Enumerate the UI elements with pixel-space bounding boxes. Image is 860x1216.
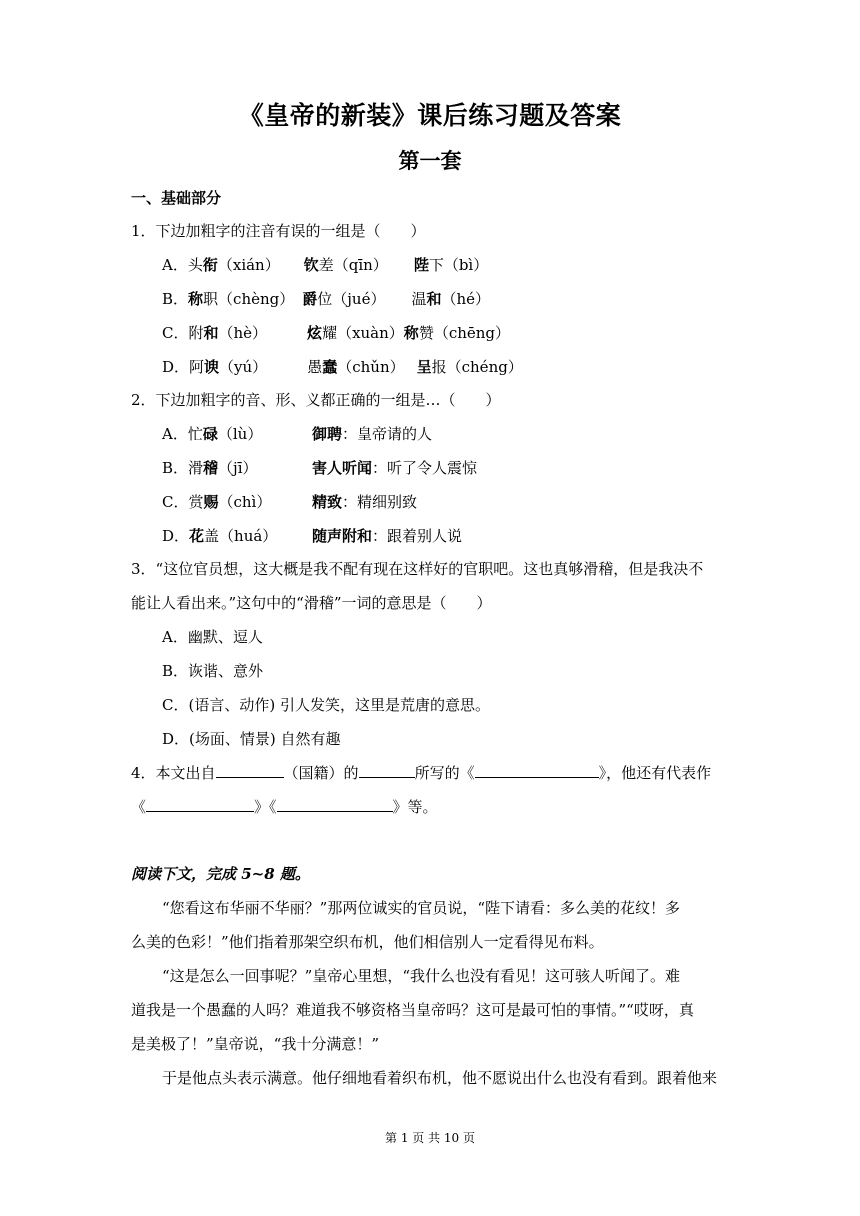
bold-char: 和 [203, 324, 219, 342]
question-1-option-d [162, 357, 523, 377]
question-3-option-a: A．幽默、逗人 [162, 628, 263, 646]
option-text: C．附 [162, 324, 204, 342]
page-footer: 第 1 页 共 10 页 [385, 1131, 475, 1145]
fill-in-blank[interactable] [277, 797, 393, 812]
document-subtitle: 第一套 [398, 148, 462, 173]
option-text: （jī） [218, 459, 258, 477]
question-4-text: 》等。 [392, 798, 438, 816]
option-text: A．头 [162, 256, 203, 274]
question-4-line-1 [131, 763, 711, 783]
option-text: 赞（chēng） [418, 324, 511, 342]
bold-char: 称 [403, 324, 419, 342]
passage-line: “您看这布华丽不华丽？”那两位诚实的官员说，“陛下请看：多么美的花纹！多 [162, 899, 681, 917]
option-text: （yú） [219, 358, 268, 376]
reading-instructions: 阅读下文，完成 5~8 题。 [131, 865, 310, 883]
fill-in-blank[interactable] [146, 797, 254, 812]
bold-char: 爵 [302, 290, 318, 308]
bold-char: 钦 [303, 256, 319, 274]
definition: ：听了令人震惊 [372, 459, 478, 477]
question-3-option-b: B．诙谐、意外 [162, 662, 264, 680]
question-2-option-d-definition [312, 526, 462, 546]
option-text: 职（chèng） [203, 290, 295, 308]
question-3-option-d: D．(场面、情景) 自然有趣 [162, 730, 341, 748]
option-text: 报（chéng） [431, 358, 523, 376]
option-text: B．滑 [162, 459, 204, 477]
option-text: 下（bì） [428, 256, 489, 274]
option-text: 位（jué） [317, 290, 386, 308]
bold-char: 碌 [202, 425, 218, 443]
question-4-text: （国籍）的 [283, 764, 359, 782]
option-text: （hé） [441, 290, 491, 308]
option-text: 盖（huá） [204, 527, 278, 545]
term: 害人听闻 [312, 459, 373, 477]
question-3-stem-line-1: 3．“这位官员想，这大概是我不配有现在这样好的官职吧。这也真够滑稽，但是我决不 [131, 560, 704, 578]
question-2-option-c [162, 492, 271, 512]
definition: ：精细别致 [342, 493, 418, 511]
option-text: （hè） [218, 324, 268, 342]
option-text: （lù） [217, 425, 263, 443]
bold-char: 谀 [204, 358, 220, 376]
term: 精致 [312, 493, 343, 511]
passage-line: 么美的色彩！”他们指着那架空织布机，他们相信别人一定看得见布料。 [131, 933, 604, 951]
option-text: （chǔn） [337, 358, 405, 376]
option-text: A．忙 [162, 425, 203, 443]
question-2-stem: 2．下边加粗字的音、形、义都正确的一组是…（ ） [131, 391, 501, 409]
question-2-option-b-definition [312, 458, 477, 478]
passage-line: 是美极了！”皇帝说，“我十分满意！” [131, 1035, 380, 1053]
option-text: 愚 [307, 358, 323, 376]
option-text: B． [162, 290, 189, 308]
bold-char: 呈 [416, 358, 432, 376]
question-4-text: 》，他还有代表作 [598, 764, 712, 782]
question-4-text: 所写的《 [414, 764, 475, 782]
question-4-text: 《 [131, 798, 147, 816]
term: 御聘 [312, 425, 343, 443]
question-2-option-c-definition [312, 492, 417, 512]
question-1-stem: 1．下边加粗字的注音有误的一组是（ ） [131, 222, 426, 240]
section-heading-basics: 一、基础部分 [131, 189, 222, 207]
bold-char: 炫 [307, 324, 323, 342]
question-3-option-c: C．(语言、动作) 引人发笑，这里是荒唐的意思。 [162, 696, 490, 714]
fill-in-blank[interactable] [216, 763, 284, 778]
question-1-option-a [162, 255, 488, 275]
option-text: 温 [411, 290, 427, 308]
question-4-text: 4．本文出自 [131, 764, 216, 782]
passage-line: “这是怎么一回事呢？”皇帝心里想，“我什么也没有看见！这可骇人听闻了。难 [162, 967, 681, 985]
option-text: 耀（xuàn） [322, 324, 404, 342]
option-text: D． [162, 527, 190, 545]
bold-char: 和 [426, 290, 442, 308]
question-3-stem-line-2: 能让人看出来。”这句中的“滑稽”一词的意思是（ ） [131, 594, 492, 612]
option-text: 差（qīn） [318, 256, 388, 274]
definition: ：皇帝请的人 [342, 425, 433, 443]
definition: ：跟着别人说 [372, 527, 463, 545]
bold-char: 赐 [203, 493, 219, 511]
passage-line: 道我是一个愚蠢的人吗？难道我不够资格当皇帝吗？这可是最可怕的事情。”“哎呀，真 [131, 1001, 694, 1019]
term: 随声附和 [312, 527, 373, 545]
option-text: （chì） [218, 493, 272, 511]
passage-line: 于是他点头表示满意。他仔细地看着织布机，他不愿说出什么也没有看到。跟着他来 [162, 1069, 718, 1087]
question-4-line-2 [131, 797, 438, 817]
question-4-text: 》《 [254, 798, 277, 816]
document-title: 《皇帝的新装》课后练习题及答案 [238, 101, 622, 130]
bold-char: 稽 [203, 459, 219, 477]
question-1-option-b [162, 289, 490, 309]
question-2-option-a [162, 424, 262, 444]
question-2-option-a-definition [312, 424, 432, 444]
bold-char: 称 [188, 290, 204, 308]
bold-char: 衔 [202, 256, 218, 274]
fill-in-blank[interactable] [475, 763, 599, 778]
fill-in-blank[interactable] [359, 763, 415, 778]
option-text: D．阿 [162, 358, 205, 376]
bold-char: 蠢 [322, 358, 338, 376]
option-text: （xián） [217, 256, 280, 274]
question-2-option-d [162, 526, 277, 546]
bold-char: 花 [189, 527, 205, 545]
bold-char: 陛 [413, 256, 429, 274]
option-text: C．赏 [162, 493, 204, 511]
question-1-option-c [162, 323, 510, 343]
question-2-option-b [162, 458, 258, 478]
